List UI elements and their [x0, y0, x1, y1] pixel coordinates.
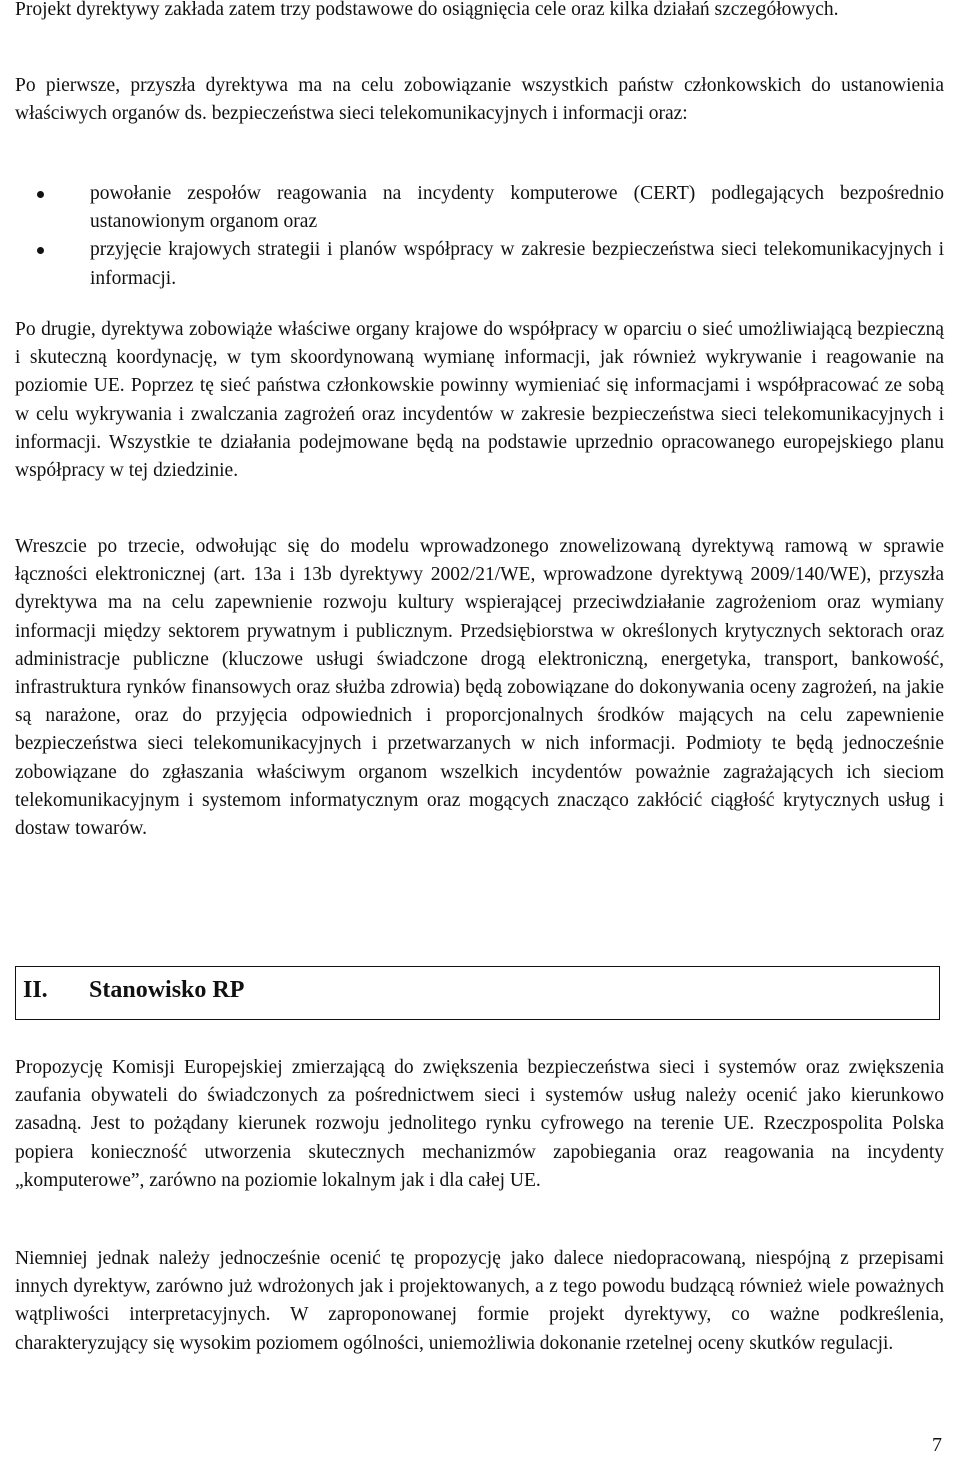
bullet-item [15, 180, 944, 236]
bullet-icon [37, 247, 44, 254]
paragraph-concerns: Niemniej jednak należy jednocześnie ocenić tę propozycję jako dalece niedopracowaną, niespójną z przepisami innych dyrektyw, zarówno już wdrożonych jak i projektowanych, a z tego powodu budzącą również wiele poważnych wątpliwości interpretacyjnych. W zaproponowanej formie projekt dyrektywy, co ważne podkreślenia, charakteryzujący się wysokim poziomem ogólności, uniemożliwia dokonanie rzetelnej oceny skutków regulacji. [15, 1248, 944, 1354]
bullet-text: przyjęcie krajowych strategii i planów współpracy w zakresie bezpieczeństwa sieci telekomunikacyjnych i informacji. [90, 239, 944, 289]
page-number: 7 [932, 1434, 942, 1456]
bullet-icon [37, 191, 44, 198]
paragraph-third-goal: Wreszcie po trzecie, odwołując się do modelu wprowadzonego znowelizowaną dyrektywą ramową w sprawie łączności elektronicznej (art. 13a i 13b dyrektywy 2002/21/WE, wprowadzone dyrektywą 2009/140/WE), przyszła dyrektywa ma na celu zapewnienie rozwoju kultury wspierającej przeciwdziałanie zagrożeniom oraz wymiany informacji między sektorem prywatnym i publicznym. Przedsiębiorstwa w określonych krytycznych sektorach oraz administracje publiczne (kluczowe usługi świadczone drogą elektroniczną, energetyka, transport, bankowość, infrastruktura rynków finansowych oraz służba zdrowia) będą zobowiązane do dokonywania oceny zagrożeń, na jakie są narażone, oraz do przyjęcia odpowiednich i proporcjonalnych środków mających na celu zapewnienie bezpieczeństwa sieci telekomunikacyjnych i przetwarzanych w nich informacji. Podmioty te będą jednocześnie zobowiązane do zgłaszania właściwym organom wszelkich incydentów poważnie zagrażających ich sieciom telekomunikacyjnym i systemom informatycznym oraz mogących znacząco zakłócić ciągłość krytycznych usług i dostaw towarów. [15, 536, 944, 840]
section-heading [15, 966, 940, 1020]
bullet-text: powołanie zespołów reagowania na incydenty komputerowe (CERT) podlegających bezpośrednio ustanowionym organom oraz [90, 183, 944, 233]
paragraph-first-goal: Po pierwsze, przyszła dyrektywa ma na celu zobowiązanie wszystkich państw członkowskich do ustanowienia właściwych organów ds. bezpieczeństwa sieci telekomunikacyjnych i informacji oraz: [15, 75, 944, 125]
paragraph-position: Propozycję Komisji Europejskiej zmierzającą do zwiększenia bezpieczeństwa sieci i systemów oraz zwiększenia zaufania obywateli do świadczonych za pośrednictwem sieci i systemów usług należy ocenić jako kierunkowo zasadną. Jest to pożądany kierunek rozwoju jednolitego rynku cyfrowego na terenie UE. Rzeczpospolita Polska popiera konieczność utworzenia skutecznych mechanizmów zapobiegania oraz reagowania na incydenty „komputerowe”, zarówno na poziomie lokalnym jak i dla całej UE. [15, 1057, 944, 1191]
paragraph-intro: Projekt dyrektywy zakłada zatem trzy podstawowe do osiągnięcia cele oraz kilka działań szczegółowych. [15, 0, 839, 20]
paragraph-second-goal: Po drugie, dyrektywa zobowiąże właściwe organy krajowe do współpracy w oparciu o sieć umożliwiającą bezpieczną i skuteczną koordynację, w tym skoordynowaną wymianę informacji, jak również wykrywanie i reagowanie na poziomie UE. Poprzez tę sieć państwa członkowskie powinny wymieniać się informacjami i współpracować ze sobą w celu wykrywania i zwalczania zagrożeń oraz incydentów w zakresie bezpieczeństwa sieci telekomunikacyjnych i informacji. Wszystkie te działania podejmowane będą na podstawie uprzednio opracowanego europejskiego planu współpracy w tej dziedzinie. [15, 319, 944, 482]
bullet-list [15, 180, 944, 293]
section-title: Stanowisko RP [89, 977, 245, 1003]
bullet-item [15, 236, 944, 292]
section-number: II. [23, 977, 48, 1003]
